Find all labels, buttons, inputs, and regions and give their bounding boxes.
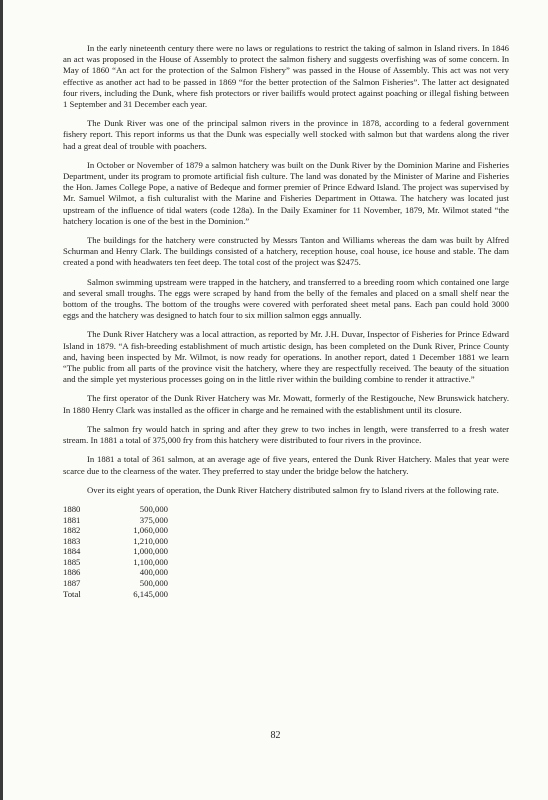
- amount-cell: 1,060,000: [133, 525, 168, 536]
- year-cell: 1882: [63, 525, 81, 536]
- table-total-row: [63, 589, 168, 600]
- year-cell: 1886: [63, 567, 81, 578]
- page-number: 82: [270, 730, 281, 741]
- year-cell: 1883: [63, 535, 81, 546]
- table-row: [63, 525, 168, 536]
- year-cell: 1880: [63, 503, 81, 514]
- table-row: [63, 504, 168, 515]
- paragraph-distribution-intro: Over its eight years of operation, the Dunk River Hatchery distributed salmon fry to Island rivers at the following rate.: [87, 484, 499, 495]
- total-amount-cell: 6,145,000: [133, 588, 168, 599]
- table-row: [63, 557, 168, 568]
- paragraph-buildings: The buildings for the hatchery were constructed by Messrs Tanton and Williams whereas the dam was built by Alfred Schurman and Henry Clark. The buildings consisted of a hatchery, reception house, coal house, ice house and stable. The dam created a pond with headwaters ten feet deep. The total cost of the project was $2475.: [63, 235, 509, 268]
- year-cell: 1884: [63, 546, 81, 557]
- amount-cell: 1,210,000: [133, 535, 168, 546]
- paragraph-dunk-river-1878: The Dunk River was one of the principal salmon rivers in the province in 1878, according to a federal government fishery report. This report informs us that the Dunk was especially well stocked with salmon but that wardens along the river had a great deal of trouble with poachers.: [63, 118, 509, 151]
- table-row: [63, 567, 168, 578]
- table-row: [63, 515, 168, 526]
- paragraph-local-attraction: The Dunk River Hatchery was a local attraction, as reported by Mr. J.H. Duvar, Inspector of Fisheries for Prince Edward Island in 1879. “A fish-breeding establishment of much artistic design, has been completed on the Dunk River, Prince County and, having been inspected by Mr. Wilmot, is now ready for operations. In another report, dated 1 December 1881 we learn “The public from all parts of the province visit the hatchery, where they are respectfully received. The beauty of the situation and the simple yet mysterious processes going on in the little river within the building combine to render it attractive.”: [63, 329, 509, 385]
- paragraph-fishing-laws: In the early nineteenth century there were no laws or regulations to restrict the taking of salmon in Island rivers. In 1846 an act was proposed in the House of Assembly to protect the salmon fishery and suggests overfishing was of some concern. In May of 1860 “An act for the protection of the Salmon Fishery” was passed in the House of Assembly. This act was not very effective as another act had to be passed in 1869 “for the better protection of the Salmon Fisheries”. The latter act designated four rivers, including the Dunk, where fish protectors or river bailiffs would protect against poaching or illegal fishing between 1 September and 31 December each year.: [63, 43, 509, 110]
- distribution-table: [63, 504, 168, 599]
- table-row: [63, 536, 168, 547]
- paragraph-first-operator: The first operator of the Dunk River Hatchery was Mr. Mowatt, formerly of the Restigouche, New Brunswick hatchery. In 1880 Henry Clark was installed as the officer in charge and he remained with the establishment until its closure.: [63, 393, 509, 415]
- year-cell: 1887: [63, 578, 81, 589]
- paragraph-hatchery-built: In October or November of 1879 a salmon hatchery was built on the Dunk River by the Dominion Marine and Fisheries Department, under its program to promote artificial fish culture. The land was donated by the Minister of Marine and Fisheries the Hon. James College Pope, a native of Bedeque and former premier of Prince Edward Island. The project was supervised by Mr. Samuel Wilmot, a fish culturalist with the Marine and Fisheries Department in Ottawa. The hatchery was located just upstream of the influence of tidal waters (code 128a). In the Daily Examiner for 11 November, 1879, Mr. Wilmot stated “the hatchery location is one of the best in the Dominion.”: [63, 159, 509, 226]
- amount-cell: 500,000: [139, 503, 168, 514]
- paragraph-salmon-fry: The salmon fry would hatch in spring and after they grew to two inches in length, were transferred to a fresh water stream. In 1881 a total of 375,000 fry from this hatchery were distributed to four rivers in the province.: [63, 423, 509, 446]
- year-cell: 1885: [63, 556, 81, 567]
- amount-cell: 1,100,000: [133, 556, 168, 567]
- amount-cell: 500,000: [139, 578, 168, 589]
- total-label-cell: Total: [63, 588, 81, 599]
- paragraph-breeding-process: Salmon swimming upstream were trapped in the hatchery, and transferred to a breeding room which contained one large and several small troughs. The eggs were scraped by hand from the belly of the females and placed on a small shelf near the bottom of the troughs. The bottom of the troughs were covered with perforated sheet metal pans. Each pan could hold 3000 eggs and the hatchery was designed to hatch four to six million salmon eggs annually.: [63, 276, 509, 321]
- table-row: [63, 546, 168, 557]
- amount-cell: 400,000: [139, 567, 168, 578]
- table-row: [63, 578, 168, 589]
- year-cell: 1881: [63, 514, 81, 525]
- amount-cell: 1,000,000: [133, 546, 168, 557]
- page-body: [63, 43, 509, 599]
- paragraph-1881-salmon: In 1881 a total of 361 salmon, at an average age of five years, entered the Dunk River Hatchery. Males that year were scarce due to the clearness of the water. They preferred to stay under the bridge below the hatchery.: [63, 454, 509, 476]
- amount-cell: 375,000: [139, 514, 168, 525]
